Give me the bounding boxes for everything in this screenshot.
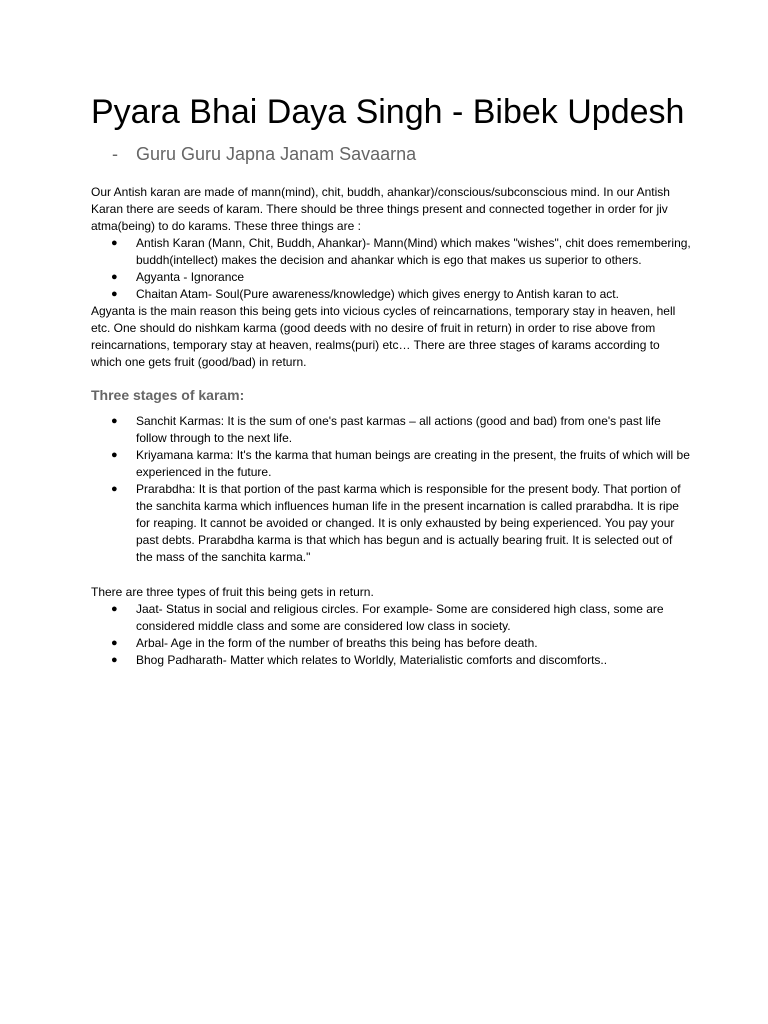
list-item-text: Bhog Padharath- Matter which relates to Worldly, Materialistic comforts and discomforts.. [136,653,608,667]
fruits-list [91,601,691,669]
bullet-icon: ● [111,449,118,461]
agyanta-paragraph: Agyanta is the main reason this being gets into vicious cycles of reincarnations, temporary stay in heaven, hell etc. One should do nishkam karma (good deeds with no desire of fruit in return) in order to rise above from reincarnations, temporary stay at heaven, realms(puri) etc… There are three stages of karams according to which one gets fruit (good/bad) in return. [91,304,676,369]
list-item-text: Chaitan Atam- Soul(Pure awareness/knowledge) which gives energy to Antish karan to act. [136,287,619,301]
subtitle-text: Guru Guru Japna Janam Savaarna [136,144,417,164]
subtitle-list [91,142,691,166]
list-item [91,269,691,286]
list-item [91,601,691,635]
list-item [91,235,691,269]
list-item-text: Sanchit Karmas: It is the sum of one's past karmas – all actions (good and bad) from one's past life follow through to the next life. [136,414,661,445]
list-item [91,635,691,652]
list-item [91,447,691,481]
dash-marker: - [112,144,118,164]
fruit-paragraph: There are three types of fruit this being gets in return. [91,585,374,599]
document-title: Pyara Bhai Daya Singh - Bibek Updesh [91,93,685,131]
three-things-list [91,235,691,303]
list-item-text: Antish Karan (Mann, Chit, Buddh, Ahankar)- Mann(Mind) which makes "wishes", chit does remembering, buddh(intellect) makes the decision and ahankar which is ego that makes us superior to others. [136,236,691,267]
list-item-text: Arbal- Age in the form of the number of breaths this being has before death. [136,636,538,650]
bullet-icon: ● [111,637,118,649]
bullet-icon: ● [111,603,118,615]
subtitle-item [91,142,691,166]
stages-list [91,413,691,566]
bullet-icon: ● [111,271,118,283]
bullet-icon: ● [111,654,118,666]
list-item-text: Prarabdha: It is that portion of the past karma which is responsible for the present body. That portion of the sanchita karma which influences human life in the present incarnation is called prarabdha. It is ripe for reaping. It cannot be avoided or changed. It is only exhausted by being experienced. You pay your past debts. Prarabdha karma is that which has begun and is actually bearing fruit. It is selected out of the mass of the sanchita karma." [136,482,681,564]
document-content [91,92,691,669]
list-item [91,652,691,669]
stages-heading: Three stages of karam: [91,387,245,403]
intro-paragraph: Our Antish karan are made of mann(mind), chit, buddh, ahankar)/conscious/subconscious mind. In our Antish Karan there are seeds of karam. There should be three things present and connected together in order for jiv atma(being) to do karams. These three things are : [91,185,670,233]
list-item-text: Kriyamana karma: It's the karma that human beings are creating in the present, the fruits of which will be experienced in the future. [136,448,690,479]
bullet-icon: ● [111,415,118,427]
list-item-text: Jaat- Status in social and religious circles. For example- Some are considered high class, some are considered middle class and some are considered low class in society. [136,602,664,633]
list-item-text: Agyanta - Ignorance [136,270,245,284]
list-item [91,286,691,303]
list-item [91,413,691,447]
bullet-icon: ● [111,288,118,300]
bullet-icon: ● [111,483,118,495]
bullet-icon: ● [111,237,118,249]
list-item [91,481,691,566]
